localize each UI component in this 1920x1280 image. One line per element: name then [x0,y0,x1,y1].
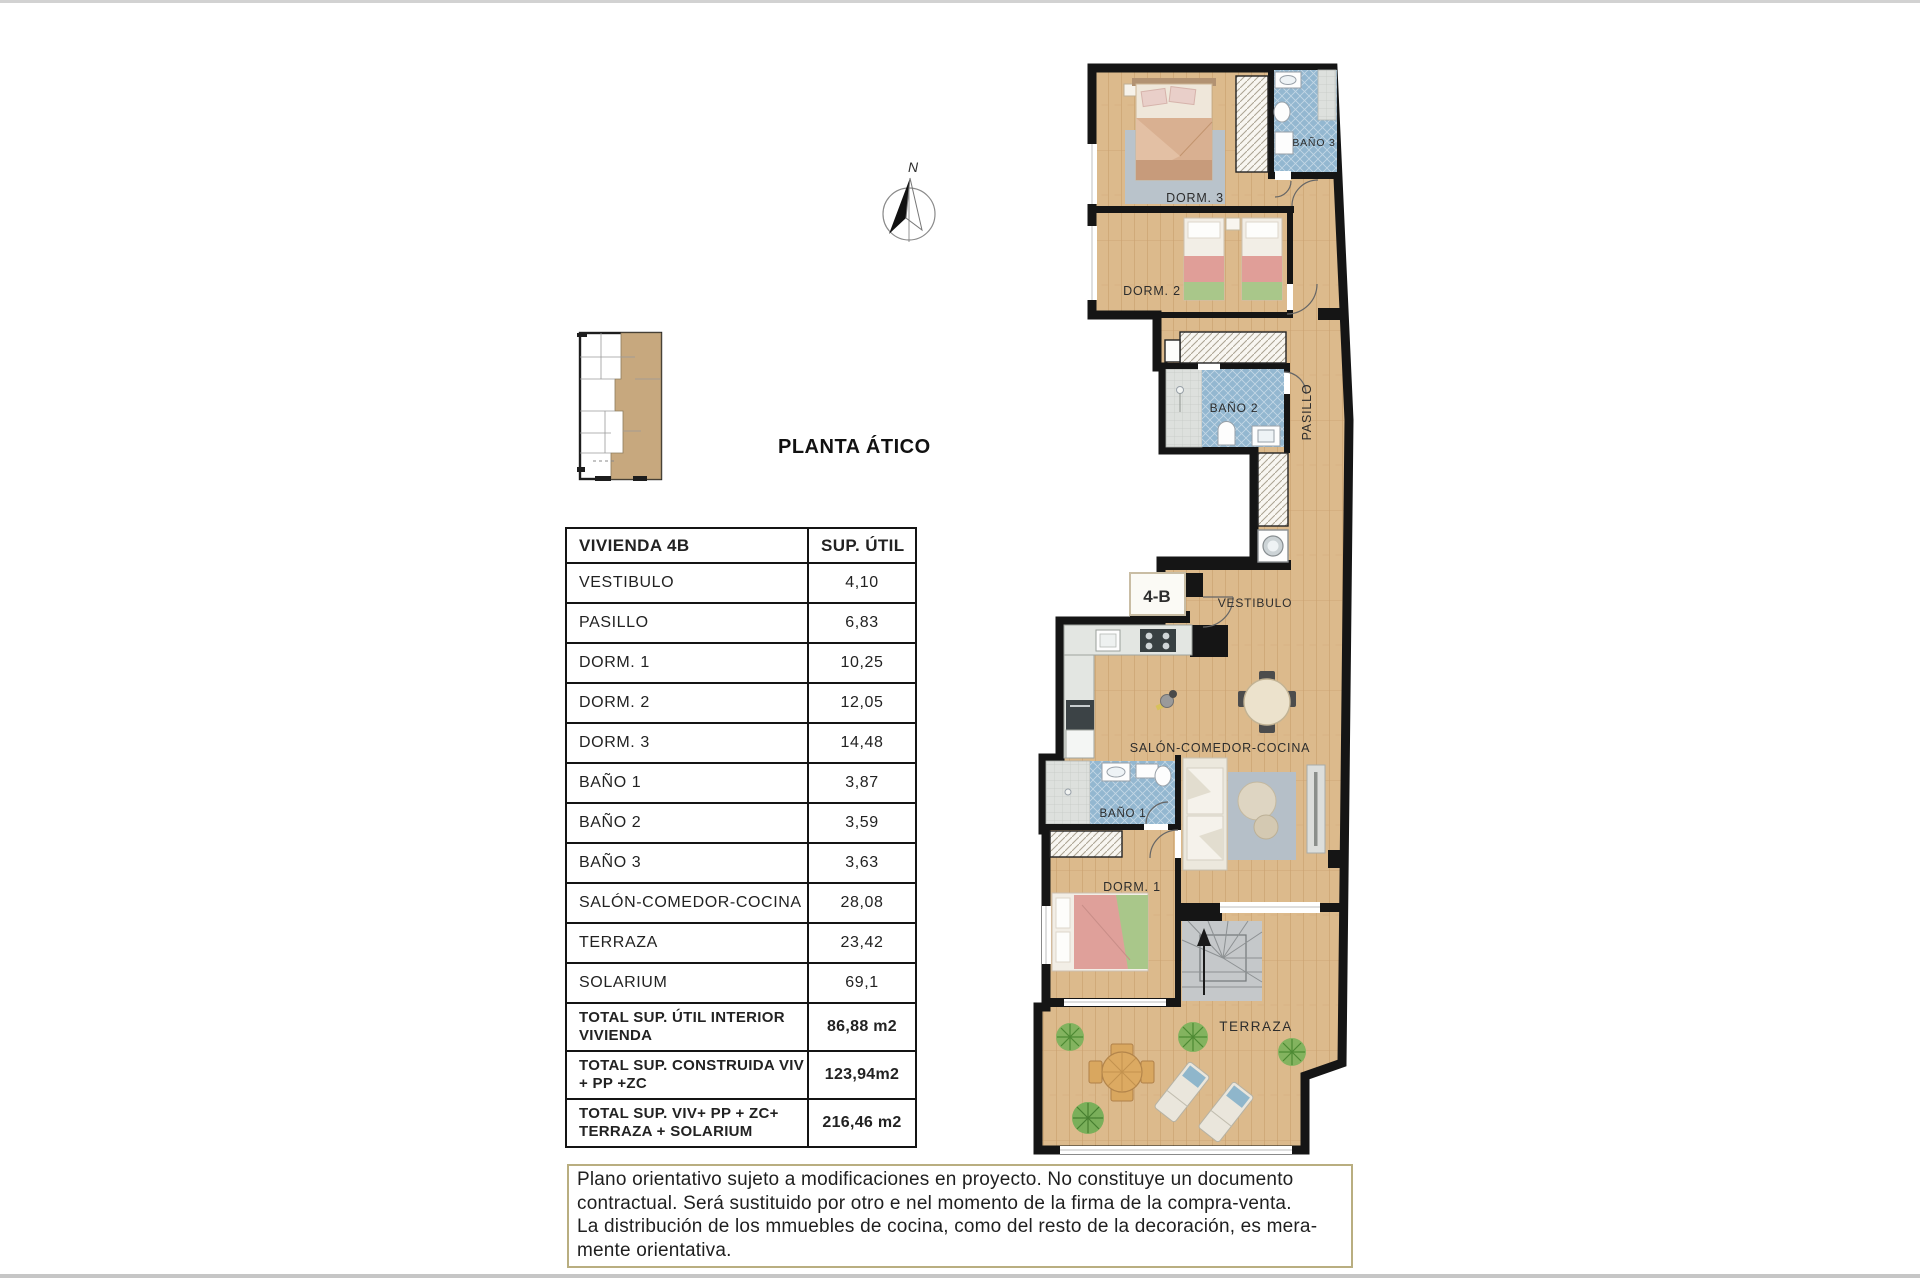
room-area: 4,10 [808,563,916,603]
bano2-shower [1166,369,1202,447]
room-label-bano3: BAÑO 3 [1292,137,1336,149]
total-label: TOTAL SUP. ÚTIL INTERIOR VIVIENDA [566,1003,808,1051]
unit-number-label: 4-B [1143,587,1171,606]
bano3-shower [1318,70,1336,120]
room-name: DORM. 1 [566,643,808,683]
room-area: 3,59 [808,803,916,843]
room-label-dorm1: DORM. 1 [1103,880,1161,894]
area-table [565,527,917,1148]
room-label-bano1: BAÑO 1 [1099,808,1147,820]
room-area: 12,05 [808,683,916,723]
wardrobe-dorm1 [1050,831,1122,857]
room-area: 69,1 [808,963,916,1003]
pouf-large [1238,782,1276,820]
room-name: BAÑO 2 [566,803,808,843]
total-value: 86,88 m2 [808,1003,916,1051]
room-label-vestibulo: VESTIBULO [1217,596,1293,610]
room-label-salon: SALÓN-COMEDOR-COCINA [1129,741,1311,755]
table-total-row [566,1003,916,1051]
room-area: 28,08 [808,883,916,923]
room-name: TERRAZA [566,923,808,963]
room-name: SOLARIUM [566,963,808,1003]
table-row [566,723,916,763]
room-label-pasillo: PASILLO [1300,383,1314,441]
stove-icon [1140,629,1176,652]
room-name: BAÑO 1 [566,763,808,803]
page-top-edge [0,0,1920,3]
stairs-floor [1182,921,1262,1001]
disclaimer-line: Plano orientativo sujeto a modificaciones en proyecto. No constituye un documento [577,1169,1294,1190]
wardrobe-pasillo [1258,453,1288,526]
room-name: DORM. 2 [566,683,808,723]
room-name: PASILLO [566,603,808,643]
hall-cabinet [1165,340,1180,362]
room-area: 3,63 [808,843,916,883]
room-name: VESTIBULO [566,563,808,603]
room-label-dorm2: DORM. 2 [1123,284,1181,298]
fridge-icon [1066,730,1094,758]
table-row [566,563,916,603]
table-total-row [566,1099,916,1147]
floor-plan [1030,60,1360,1160]
table-row [566,803,916,843]
room-label-terraza: TERRAZA [1219,1019,1293,1034]
wardrobe-dorm3 [1236,76,1268,172]
room-area: 14,48 [808,723,916,763]
table-header-unit: VIVIENDA 4B [566,528,808,563]
table-row [566,963,916,1003]
table-row [566,883,916,923]
disclaimer-line: La distribución de los mmuebles de cocina, como del resto de la decoración, es mera- [577,1216,1318,1237]
disclaimer-line: mente orientativa. [577,1239,732,1261]
unit-number-plate [1130,573,1185,615]
room-label-dorm3: DORM. 3 [1166,191,1224,205]
table-header-area: SUP. ÚTIL [808,528,916,563]
room-label-bano2: BAÑO 2 [1209,401,1259,415]
room-name: DORM. 3 [566,723,808,763]
room-area: 3,87 [808,763,916,803]
table-row [566,603,916,643]
disclaimer-line: contractual. Será sustituido por otro e nel momento de la firma de la compra-venta. [577,1192,1292,1214]
washing-machine-icon [1258,530,1288,562]
page-bottom-edge [0,1274,1920,1278]
table-row [566,643,916,683]
room-name: BAÑO 3 [566,843,808,883]
total-label: TOTAL SUP. VIV+ PP + ZC+ TERRAZA + SOLARIUM [566,1099,808,1147]
key-plan-thumbnail [575,327,667,487]
table-row [566,763,916,803]
dorm1-furniture [1052,893,1148,971]
table-header-row [566,528,916,563]
wardrobe-hall [1180,332,1286,363]
table-row [566,923,916,963]
total-value: 216,46 m2 [808,1099,916,1147]
disclaimer-box [567,1164,1353,1268]
page-title: PLANTA ÁTICO [778,436,931,458]
oven-icon [1066,700,1094,730]
room-area: 23,42 [808,923,916,963]
compass-rose [872,156,946,258]
table-row [566,843,916,883]
room-area: 6,83 [808,603,916,643]
dorm3-furniture [1124,78,1225,204]
pouf-small [1254,815,1278,839]
compass-north-label: N [907,159,919,175]
table-row [566,683,916,723]
room-area: 10,25 [808,643,916,683]
total-label: TOTAL SUP. CONSTRUIDA VIV + PP +ZC [566,1051,808,1099]
table-total-row [566,1051,916,1099]
room-name: SALÓN-COMEDOR-COCINA [566,883,808,923]
total-value: 123,94m2 [808,1051,916,1099]
